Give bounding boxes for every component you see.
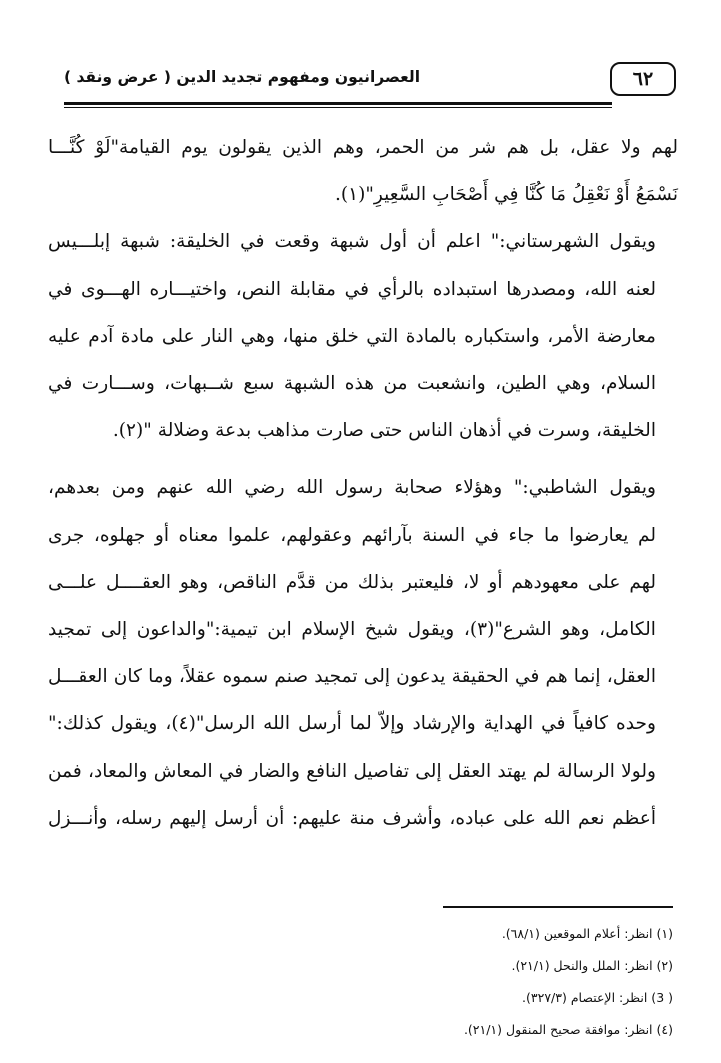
text-line: نَسْمَعُ أَوْ نَعْقِلُ مَا كُنَّا فِي أَصْحَابِ السَّعِيرِ"(١). [334,184,678,206]
text-line: ويقول الشاطبي:" وهؤلاء صحابة رسول الله رضي الله عنهم ومن بعدهم، [48,477,656,499]
paragraph-3 [48,464,678,842]
footnote-separator [443,906,673,908]
text-line: لهم ولا عقل، بل هم شر من الحمر، وهم الذين يقولون يوم القيامة"لَوْ كُنَّـــا [48,137,678,158]
footnotes [273,918,673,1046]
text-line: الخليقة، وسرت في أذهان الناس حتى صارت مذاهب بدعة وضلالة "(٢). [112,420,656,442]
text-line: معارضة الأمر، واستكباره بالمادة التي خلق منها، وهي النار على مادة آدم عليه [48,325,656,347]
text-line: الكامل، وهو الشرع"(٣)، ويقول شيخ الإسلام ابن تيمية:"والداعون إلى تمجيد [48,619,656,641]
text-line: لعنه الله، ومصدرها استبداده بالرأي في مقابلة النص، واختيـــاره الهـــوى في [48,278,656,300]
text-line: لهم على معهودهم أو لا، فليعتبر بذلك من قدَّم الناقص، وهو العقــــل علـــى [48,571,656,593]
page-header [64,62,676,102]
text-line: ويقول الشهرستاني:" اعلم أن أول شبهة وقعت في الخليقة: شبهة إبلـــيس [48,231,656,253]
text-line: لم يعارضوا ما جاء في السنة بآرائهم وعقولهم، علموا معناه أو جهلوه، جرى [48,524,656,546]
paragraph-2 [48,218,678,454]
paragraph-1 [48,124,678,218]
header-rule [64,102,612,105]
running-title: العصرانيون ومفهوم تجديد الدين ( عرض ونقد ) [64,68,421,86]
footnote-3: ( 3) انظر: الإعتصام (٣٢٧/٣). [522,990,673,1005]
footnote-4: (٤) انظر: موافقة صحيح المنقول (٢١/١). [463,1022,673,1037]
text-line: وحده كافياً في الهداية والإرشاد وإلاّ لما أرسل الله الرسل"(٤)، ويقول كذلك:" [48,713,656,735]
footnote-2: (٢) انظر: الملل والنحل (٢١/١). [511,958,673,973]
page-number: ٦٢ [610,62,676,96]
text-line: أعظم نعم الله على عباده، وأشرف منة عليهم: أن أرسل إليهم رسله، وأنـــزل [48,807,656,829]
text-line: ولولا الرسالة لم يهتد العقل إلى تفاصيل النافع والضار في المعاش والمعاد، فمن [48,760,656,782]
text-line: السلام، وهي الطين، وانشعبت من هذه الشبهة سبع شــبهات، وســـارت في [48,373,656,395]
footnote-1: (١) انظر: أعلام الموقعين (٦٨/١). [501,926,673,941]
text-line: العقل، إنما هم في الحقيقة يدعون إلى تمجيد صنم سموه عقلاً، وما كان العقـــل [48,666,656,688]
main-text [48,124,678,842]
header-rule-thin [64,107,612,108]
